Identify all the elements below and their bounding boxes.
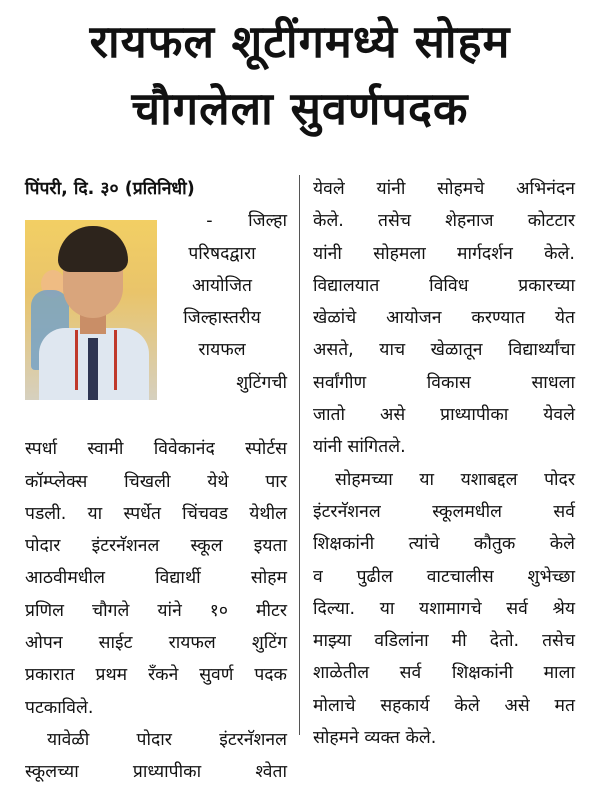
text-line: पटकाविले. (25, 697, 94, 718)
headline (0, 8, 600, 142)
text-line: स्कूलच्या प्राध्यापीका श्वेता (25, 762, 287, 783)
text-line: यांनी सोहमला मार्गदर्शन केले. (313, 243, 575, 264)
text-line: जातो असे प्राध्यापीका येवले (313, 405, 575, 426)
beside-photo-text (157, 205, 287, 433)
text-line: असते, याच खेळातून विद्यार्थ्यांचा (313, 340, 575, 361)
headline-line-1: रायफल शूटींगमध्ये सोहम (89, 15, 511, 68)
text-line: यावेळी पोदार इंटरनॅशनल (47, 729, 287, 750)
text-line: स्पर्धा स्वामी विवेकानंद स्पोर्टस (25, 439, 287, 460)
text-line: मोलाचे सहकार्य केले असे मत (313, 695, 575, 716)
text-line: रायफल (198, 340, 246, 361)
text-line: शुटिंगची (236, 372, 287, 393)
text-line: जिल्हास्तरीय (183, 308, 261, 329)
text-line: कॉम्प्लेक्स चिखली येथे पार (25, 471, 287, 492)
text-line: सर्वांगीण विकास साधला (313, 372, 575, 393)
text-line: प्रणिल चौगले यांने १० मीटर (25, 600, 287, 621)
text-line: दिल्या. या यशामागचे सर्व श्रेय (313, 598, 575, 619)
text-line: येवले यांनी सोहमचे अभिनंदन (313, 179, 575, 199)
text-line: इंटरनॅशनल स्कूलमधील सर्व (313, 501, 575, 522)
text-line: आठवीमधील विद्यार्थी सोहम (25, 568, 287, 589)
text-line: केले. तसेच शेहनाज कोटटार (313, 211, 575, 232)
text-line: शाळेतील सर्व शिक्षकांनी माला (313, 663, 575, 684)
text-line: विद्यालयात विविध प्रकारच्या (313, 275, 575, 296)
text-line: सोहमने व्यक्त केले. (313, 728, 437, 749)
text-line: पोदार इंटरनॅशनल स्कूल इयता (25, 536, 287, 557)
text-line: परिषदद्वारा (188, 243, 256, 264)
text-line: व पुढील वाटचालीस शुभेच्छा (313, 566, 575, 587)
text-line: खेळांचे आयोजन करण्यात येत (313, 308, 575, 329)
student-photo (25, 220, 157, 400)
text-line: पडली. या स्पर्धेत चिंचवड येथील (25, 503, 287, 524)
text-line: प्रकारात प्रथम रँकने सुवर्ण पदक (25, 665, 287, 686)
photo-row (25, 205, 287, 433)
right-column (313, 173, 575, 754)
text-line: माझ्या वडिलांना मी देतो. तसेच (313, 631, 575, 652)
text-line: ओपन साईट रायफल शुटिंग (25, 633, 287, 654)
left-column (25, 173, 287, 789)
text-line: शिक्षकांनी त्यांचे कौतुक केले (313, 534, 575, 555)
text-line: आयोजित (191, 275, 253, 296)
text-line: - जिल्हा (206, 211, 287, 232)
text-line: यांनी सांगितले. (313, 437, 406, 458)
headline-line-2: चौगलेला सुवर्णपदक (131, 82, 469, 135)
column-divider (299, 175, 300, 735)
text-line: सोहमच्या या यशाबद्दल पोदर (335, 469, 575, 490)
dateline: पिंपरी, दि. ३० (प्रतिनिधी) (25, 179, 195, 199)
